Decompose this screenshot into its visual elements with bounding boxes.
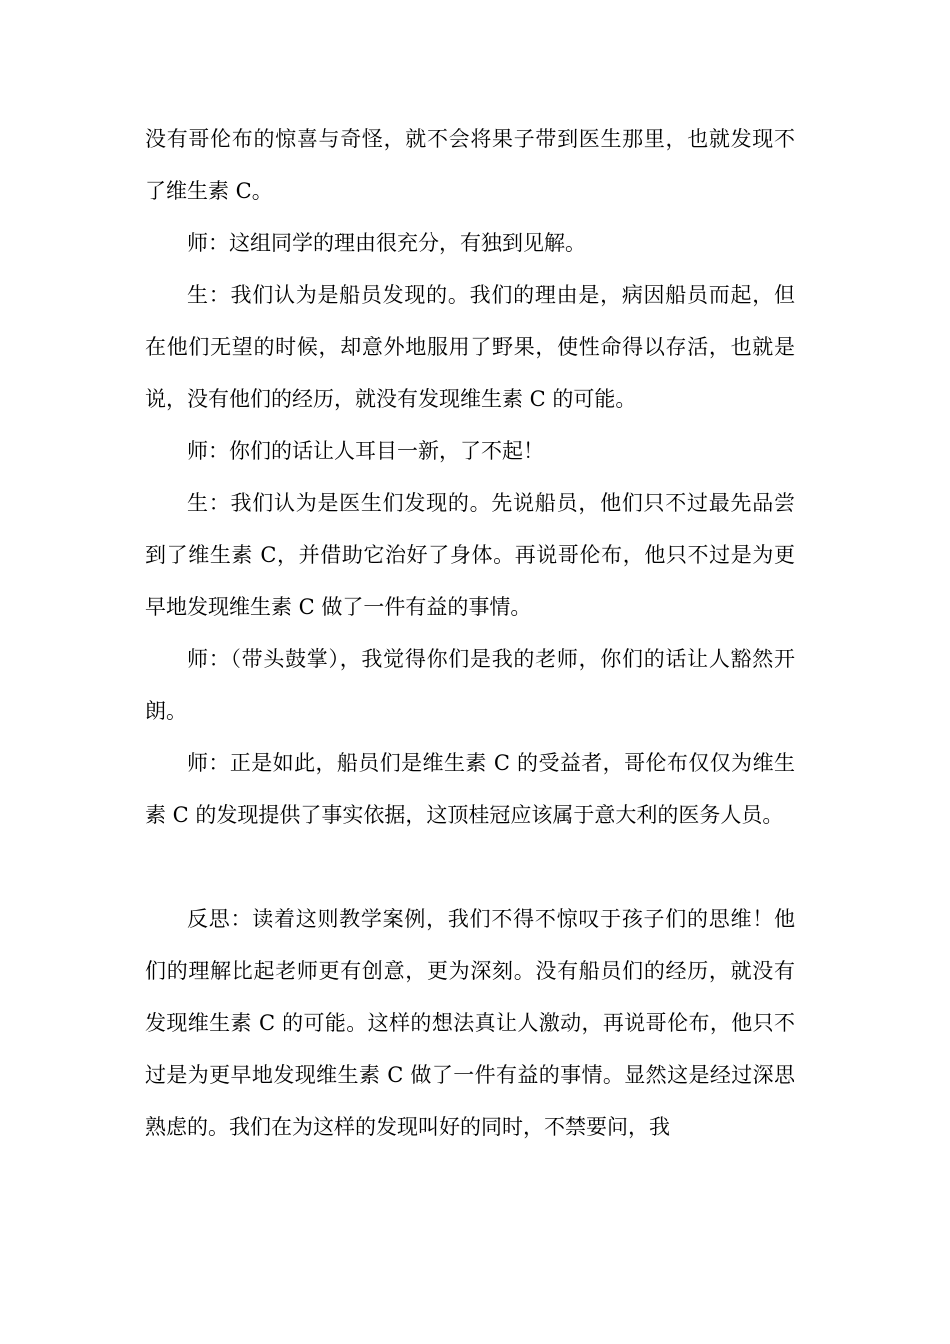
paragraph-student-sailors: 生：我们认为是船员发现的。我们的理由是，病因船员而起，但在他们无望的时候，却意外地服用了野果，使性命得以存活，也就是说，没有他们的经历，就没有发现维生素 C 的可能。: [145, 283, 795, 411]
paragraph-student-doctors: 生：我们认为是医生们发现的。先说船员，他们只不过最先品尝到了维生素 C，并借助它治好了身体。再说哥伦布，他只不过是为更早地发现维生素 C 做了一件有益的事情。: [145, 491, 795, 619]
paragraph-teacher-applause: 师：（带头鼓掌），我觉得你们是我的老师，你们的话让人豁然开朗。: [145, 647, 795, 723]
document-body: [145, 113, 795, 1153]
paragraph-reflection: 反思：读着这则教学案例，我们不得不惊叹于孩子们的思维！他们的理解比起老师更有创意，更为深刻。没有船员们的经历，就没有发现维生素 C 的可能。这样的想法真让人激动，再说哥伦布，他只不过是为更早地发现维生素 C 做了一件有益的事情。显然这是经过深思熟虑的。我们在为这样的发现叫好的同时，不禁要问，我: [145, 907, 795, 1139]
paragraph-teacher-praise: 师：你们的话让人耳目一新，了不起！: [187, 439, 544, 463]
paragraph-continuation: 没有哥伦布的惊喜与奇怪，就不会将果子带到医生那里，也就发现不了维生素 C。: [145, 127, 795, 203]
paragraph-teacher-comment: 师：这组同学的理由很充分，有独到见解。: [187, 231, 586, 255]
paragraph-teacher-conclusion: 师：正是如此，船员们是维生素 C 的受益者，哥伦布仅仅为维生素 C 的发现提供了事实依据，这顶桂冠应该属于意大利的医务人员。: [145, 751, 795, 827]
section-spacer: [145, 841, 795, 893]
